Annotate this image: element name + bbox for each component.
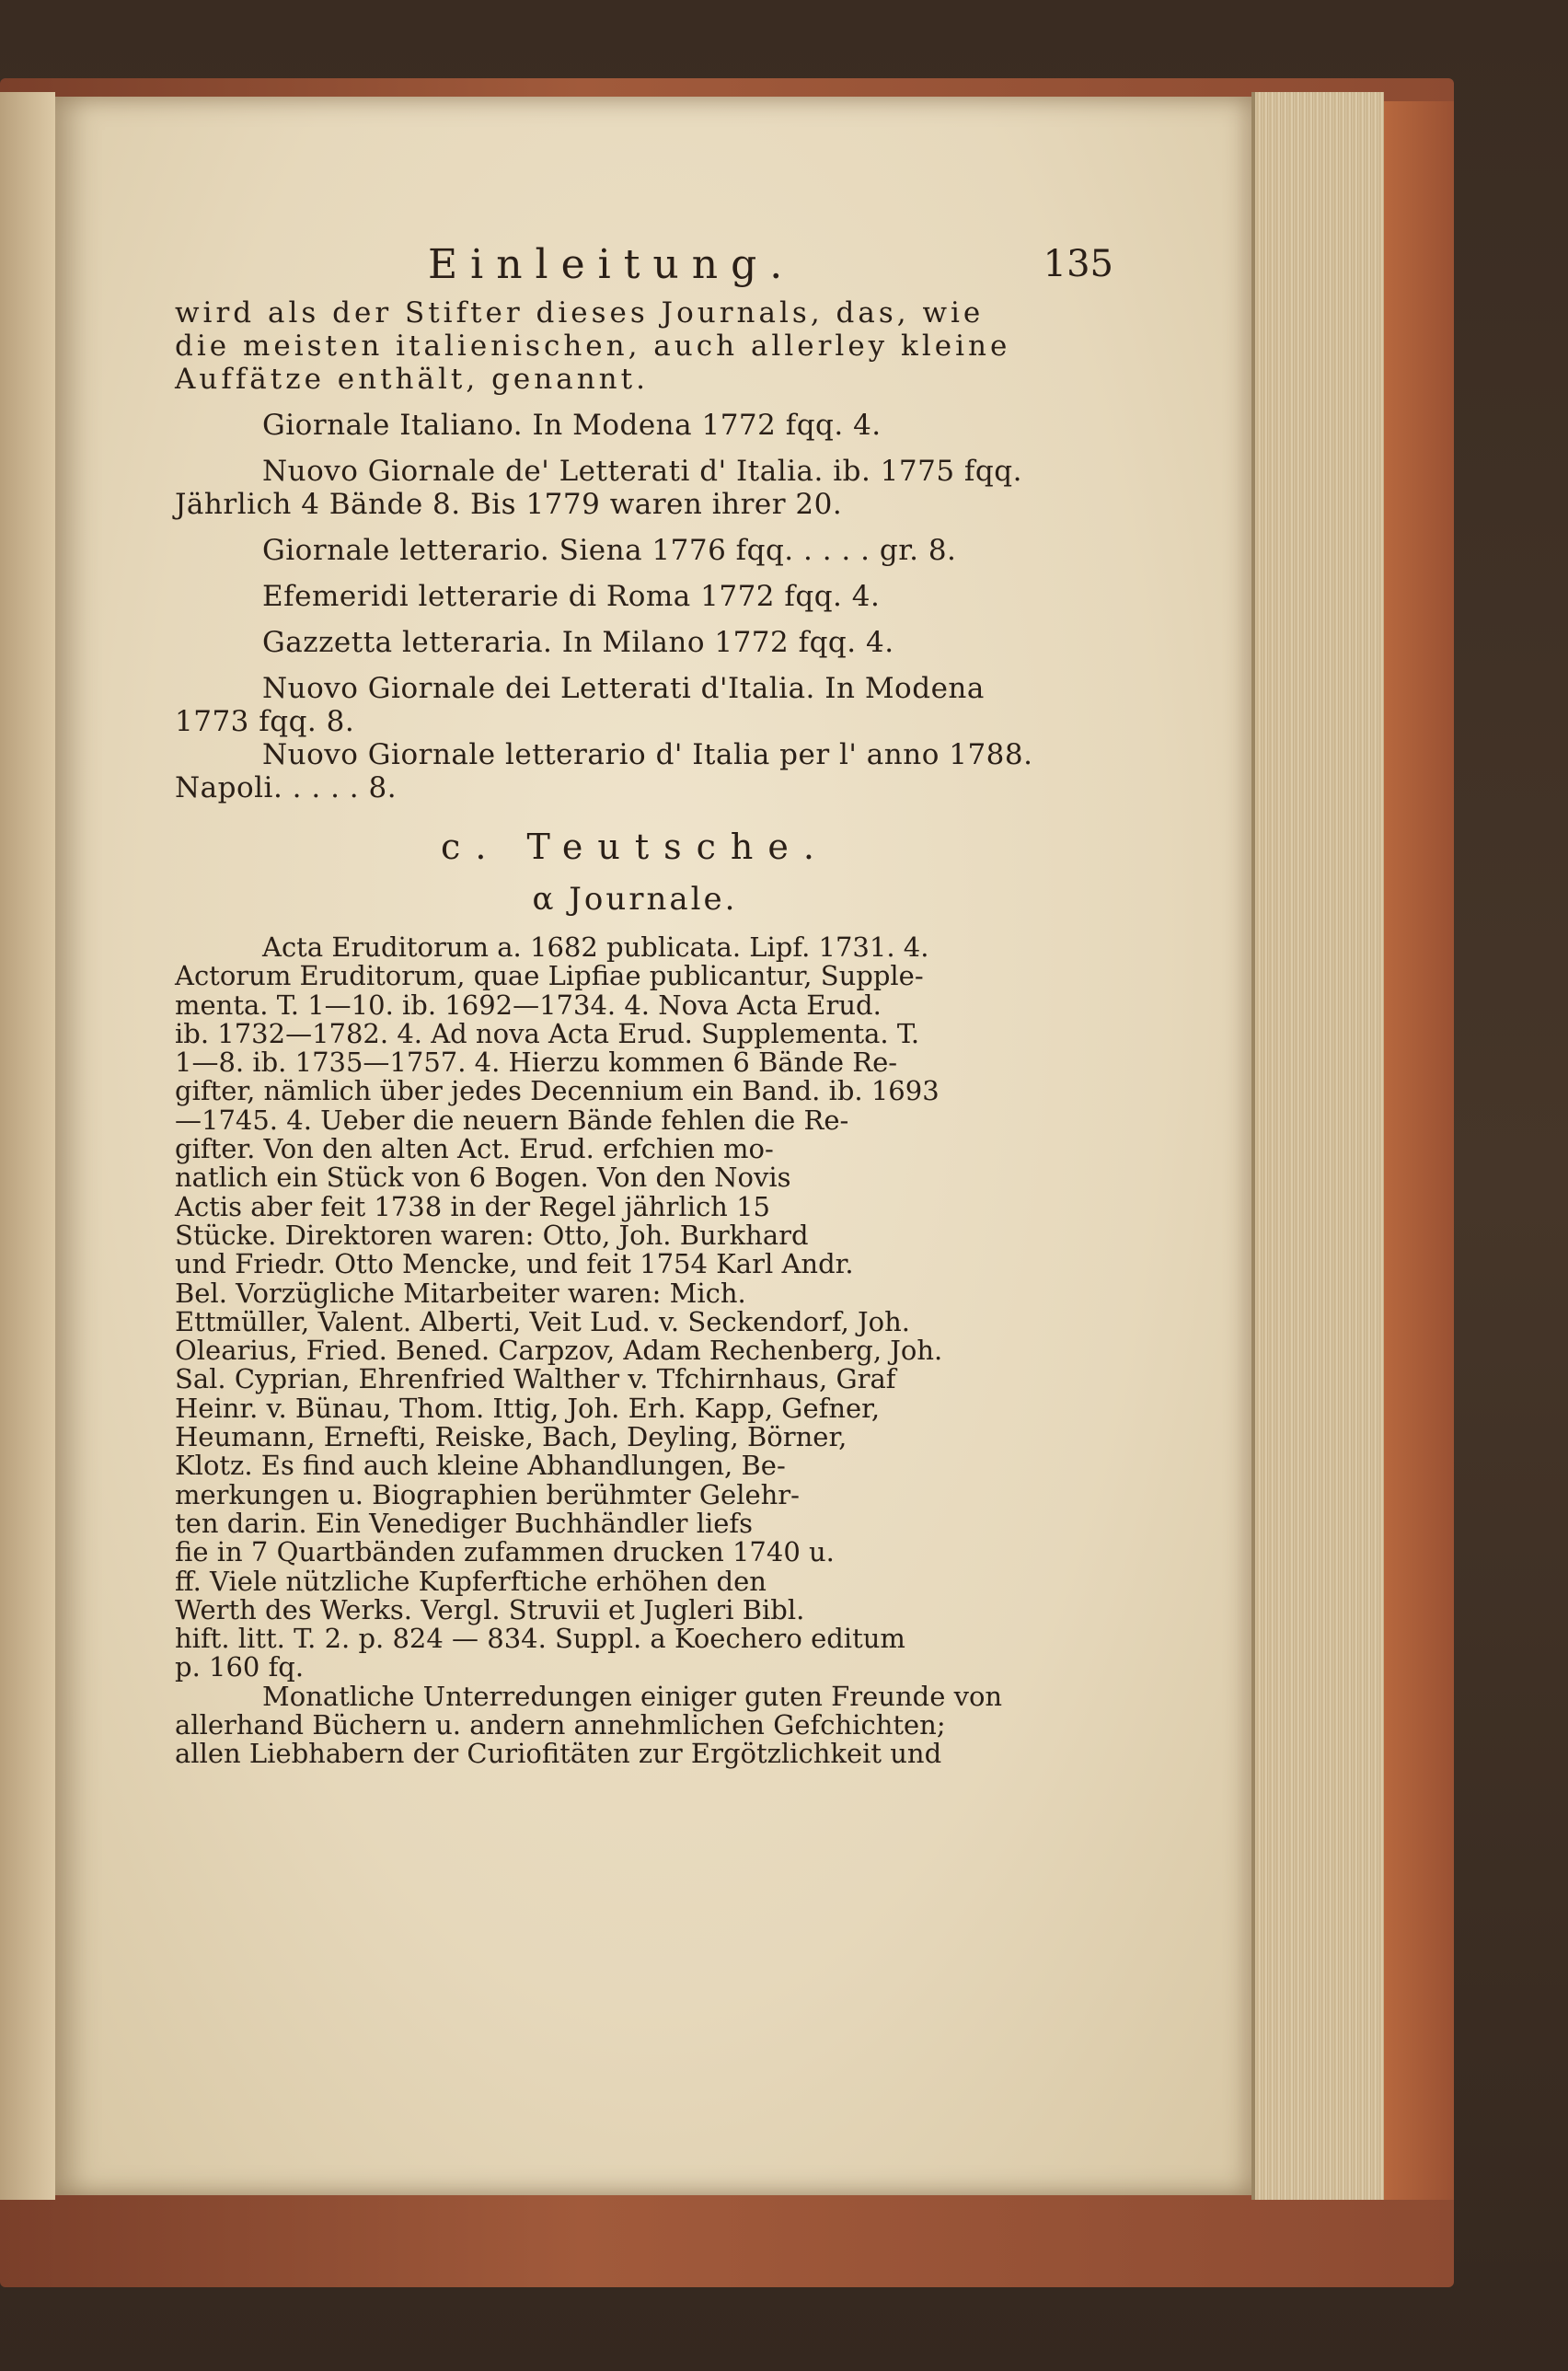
entry-line: Jährlich 4 Bände 8. Bis 1779 waren ihrer 20. bbox=[175, 488, 843, 521]
subsection-heading: α Journale. bbox=[532, 881, 738, 918]
text-line: und Friedr. Otto Mencke, und feit 1754 Karl Andr. bbox=[175, 1248, 854, 1280]
entry-line: Gazzetta letteraria. In Milano 1772 fqq. 4. bbox=[262, 626, 894, 659]
facing-page-edge bbox=[0, 92, 55, 2200]
text-line: wird als der Stifter dieses Journals, das, wie bbox=[175, 296, 985, 330]
text-line: ff. Viele nützliche Kupferftiche erhöhen den bbox=[175, 1565, 767, 1597]
page-header bbox=[175, 241, 1113, 296]
text-line: Werth des Werks. Vergl. Struvii et Jugleri Bibl. bbox=[175, 1593, 805, 1625]
text-line: Ettmüller, Valent. Alberti, Veit Lud. v. Seckendorf, Joh. bbox=[175, 1305, 911, 1337]
text-line: Stücke. Direktoren waren: Otto, Joh. Burkhard bbox=[175, 1219, 809, 1251]
text-line: gifter, nämlich über jedes Decennium ein Band. ib. 1693 bbox=[175, 1075, 940, 1107]
text-line: Heinr. v. Bünau, Thom. Ittig, Joh. Erh. Kapp, Gefner, bbox=[175, 1392, 881, 1424]
text-line: ten darin. Ein Venediger Buchhändler liefs bbox=[175, 1507, 754, 1539]
text-line: p. 160 fq. bbox=[175, 1651, 305, 1683]
text-line: Olearius, Fried. Bened. Carpzov, Adam Rechenberg, Joh. bbox=[175, 1335, 943, 1367]
text-line: Heumann, Ernefti, Reiske, Bach, Deyling, Börner, bbox=[175, 1421, 847, 1453]
text-line: Sal. Cyprian, Ehrenfried Walther v. Tfchirnhaus, Graf bbox=[175, 1363, 896, 1395]
entry-line: Efemeridi letterarie di Roma 1772 fqq. 4. bbox=[262, 580, 881, 613]
page-number: 135 bbox=[1043, 243, 1113, 285]
text-line: ib. 1732—1782. 4. Ad nova Acta Erud. Supplementa. T. bbox=[175, 1017, 920, 1049]
entry-line: Nuovo Giornale dei Letterati d'Italia. In Modena bbox=[262, 672, 985, 705]
running-title: Einleitung. bbox=[428, 241, 796, 288]
text-line: Monatliche Unterredungen einiger guten Freunde von bbox=[262, 1680, 1003, 1712]
text-line: Actorum Eruditorum, quae Lipfiae publicantur, Supple- bbox=[175, 960, 924, 992]
book-cover-edge bbox=[1380, 101, 1454, 2200]
text-line: allerhand Büchern u. andern annehmlichen Gefchichten; bbox=[175, 1709, 946, 1741]
text-line: Klotz. Es find auch kleine Abhandlungen, Be- bbox=[175, 1450, 786, 1482]
entry-line: Giornale Italiano. In Modena 1772 fqq. 4. bbox=[262, 409, 882, 442]
text-line: 1—8. ib. 1735—1757. 4. Hierzu kommen 6 Bände Re- bbox=[175, 1047, 898, 1079]
text-line: Acta Eruditorum a. 1682 publicata. Lipf. 1731. 4. bbox=[262, 931, 929, 963]
text-line: menta. T. 1—10. ib. 1692—1734. 4. Nova Acta Erud. bbox=[175, 989, 882, 1021]
text-line: Actis aber feit 1738 in der Regel jährlich 15 bbox=[175, 1190, 770, 1222]
page-edges bbox=[1251, 92, 1384, 2200]
body-text bbox=[175, 933, 1095, 1769]
text-line: die meisten italienischen, auch allerley kleine bbox=[175, 330, 1011, 363]
entry-line: Nuovo Giornale letterario d' Italia per l' anno 1788. bbox=[262, 738, 1033, 771]
text-line: Auffätze enthält, genannt. bbox=[175, 363, 649, 396]
text-line: natlich ein Stück von 6 Bogen. Von den Novis bbox=[175, 1162, 791, 1194]
entry-line: Nuovo Giornale de' Letterati d' Italia. ib. 1775 fqq. bbox=[262, 455, 1022, 488]
entry-line: Napoli. . . . . 8. bbox=[175, 771, 398, 804]
text-line: allen Liebhabern der Curiofitäten zur Ergötzlichkeit und bbox=[175, 1738, 942, 1770]
section-heading: c. Teutsche. bbox=[441, 827, 829, 867]
text-line: hift. litt. T. 2. p. 824 — 834. Suppl. a Koechero editum bbox=[175, 1623, 905, 1655]
text-line: Bel. Vorzügliche Mitarbeiter waren: Mich. bbox=[175, 1277, 746, 1309]
text-line: —1745. 4. Ueber die neuern Bände fehlen die Re- bbox=[175, 1104, 849, 1136]
entry-line: 1773 fqq. 8. bbox=[175, 705, 355, 738]
text-line: fie in 7 Quartbänden zufammen drucken 1740 u. bbox=[175, 1536, 835, 1568]
text-line: gifter. Von den alten Act. Erud. erfchien mo- bbox=[175, 1133, 774, 1165]
text-line: merkungen u. Biographien berühmter Gelehr- bbox=[175, 1478, 800, 1510]
entry-line: Giornale letterario. Siena 1776 fqq. . . . . gr. 8. bbox=[262, 534, 957, 567]
page-content bbox=[175, 241, 1113, 1770]
